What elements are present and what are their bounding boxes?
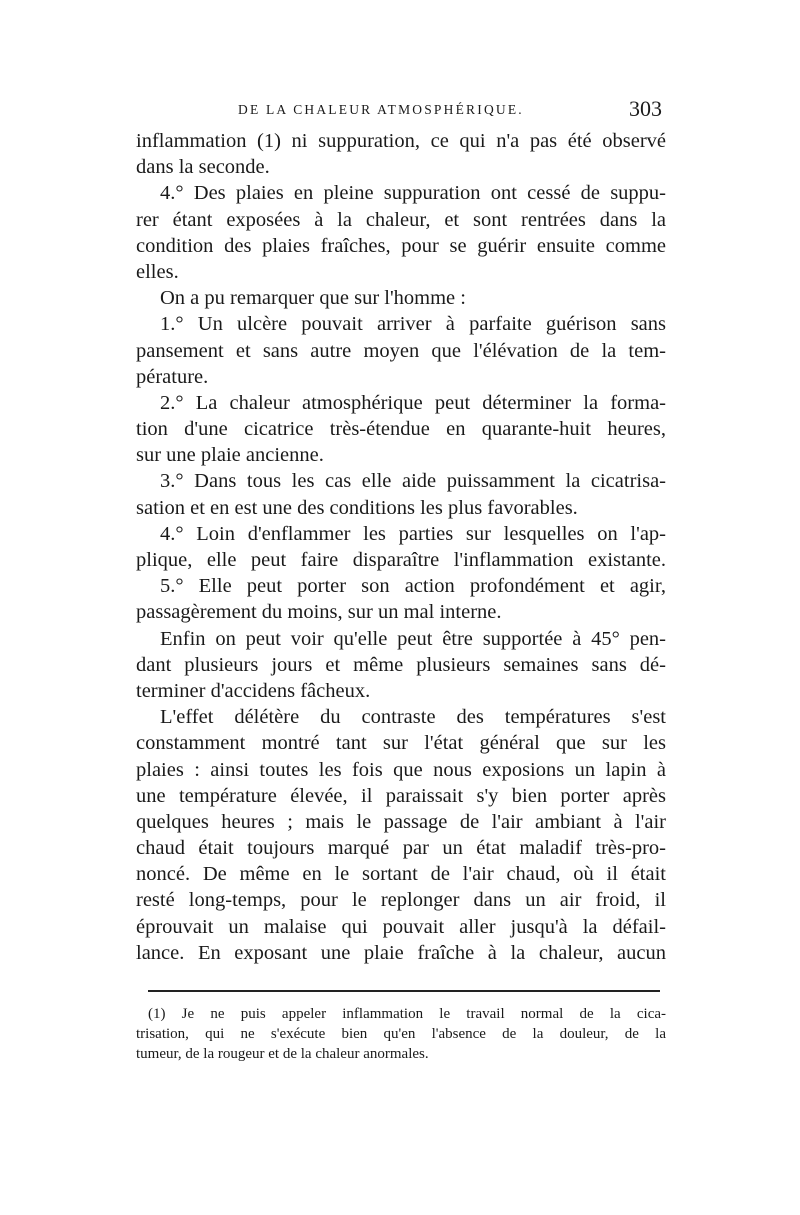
text-line: dant plusieurs jours et même plusieurs semaines sans dé- xyxy=(136,653,666,676)
text-line: passagèrement du moins, sur un mal interne. xyxy=(136,601,502,624)
text-line: resté long-temps, pour le replonger dans un air froid, il xyxy=(136,889,666,912)
text-line: inflammation (1) ni suppuration, ce qui n'a pas été observé xyxy=(136,130,666,152)
text-line: 4.° Loin d'enflammer les parties sur lesquelles on l'ap- xyxy=(160,522,666,545)
text-line: sur une plaie ancienne. xyxy=(136,444,324,467)
footnote-line: trisation, qui ne s'exécute bien qu'en l'absence de la douleur, de la xyxy=(136,1026,666,1042)
text-line: tion d'une cicatrice très-étendue en quarante-huit heures, xyxy=(136,418,666,441)
text-line: plaies : ainsi toutes les fois que nous exposions un lapin à xyxy=(136,758,666,781)
text-line: noncé. De même en le sortant de l'air chaud, où il était xyxy=(136,863,666,886)
footnotes xyxy=(136,1004,666,1064)
text-line: 3.° Dans tous les cas elle aide puissamment la cicatrisa- xyxy=(160,470,666,493)
text-line: pérature. xyxy=(136,365,209,388)
text-line: Enfin on peut voir qu'elle peut être supportée à 45° pen- xyxy=(160,627,666,650)
text-line: plique, elle peut faire disparaître l'inflammation existante. xyxy=(136,549,666,571)
footnote-line: tumeur, de la rougeur et de la chaleur anormales. xyxy=(136,1046,429,1062)
body-text xyxy=(136,128,666,966)
text-line: éprouvait un malaise qui pouvait aller jusqu'à la défail- xyxy=(136,915,666,938)
text-line: une température élevée, il paraissait s'y bien porter après xyxy=(136,784,666,807)
running-title: DE LA CHALEUR ATMOSPHÉRIQUE. xyxy=(238,102,524,117)
text-line: chaud était toujours marqué par un état maladif très-pro- xyxy=(136,837,666,860)
footnote-rule xyxy=(148,990,660,992)
text-line: lance. En exposant une plaie fraîche à la chaleur, aucun xyxy=(136,941,666,964)
text-line: dans la seconde. xyxy=(136,156,270,179)
text-line: 1.° Un ulcère pouvait arriver à parfaite guérison sans xyxy=(160,313,666,336)
text-line: 5.° Elle peut porter son action profondément et agir, xyxy=(160,575,666,598)
text-line: elles. xyxy=(136,260,179,283)
text-line: condition des plaies fraîches, pour se guérir ensuite comme xyxy=(136,234,666,257)
text-line: pansement et sans autre moyen que l'élévation de la tem- xyxy=(136,339,666,362)
text-line: sation et en est une des conditions les plus favorables. xyxy=(136,496,578,519)
footnote-line: (1) Je ne puis appeler inflammation le travail normal de la cica- xyxy=(148,1006,666,1022)
text-line: 4.° Des plaies en pleine suppuration ont cessé de suppu- xyxy=(160,182,666,205)
text-line: quelques heures ; mais le passage de l'air ambiant à l'air xyxy=(136,810,666,833)
text-line: On a pu remarquer que sur l'homme : xyxy=(160,287,466,310)
text-line: L'effet délétère du contraste des températures s'est xyxy=(160,706,666,729)
text-line: constamment montré tant sur l'état général que sur les xyxy=(136,732,666,755)
running-header xyxy=(136,96,666,122)
text-line: rer étant exposées à la chaleur, et sont rentrées dans la xyxy=(136,208,666,231)
text-line: terminer d'accidens fâcheux. xyxy=(136,679,371,702)
text-line: 2.° La chaleur atmosphérique peut déterminer la forma- xyxy=(160,391,666,414)
page-number: 303 xyxy=(629,96,662,121)
